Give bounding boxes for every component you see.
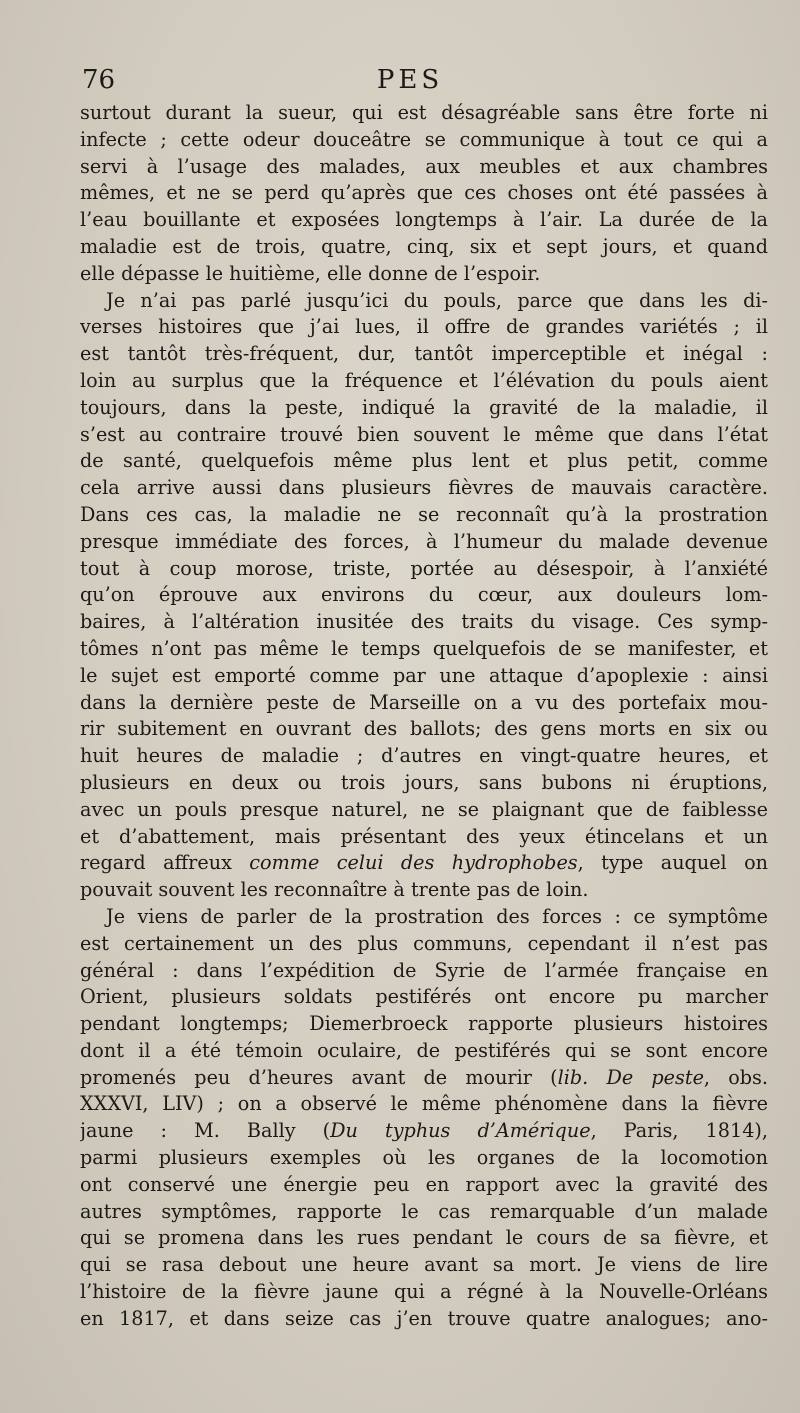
- text-fragment: , type auquel on: [577, 851, 768, 875]
- text-line: tômes n’ont pas même le temps quelquefois de se manifester, et: [80, 636, 768, 660]
- text-line: et d’abattement, mais présentant des yeux étincelans et un: [80, 824, 768, 848]
- text-line: pendant longtemps; Diemerbroeck rapporte plusieurs histoires: [80, 1012, 768, 1036]
- running-head: PES: [376, 65, 444, 95]
- text-line: servi à l’usage des malades, aux meubles et aux chambres: [80, 154, 768, 178]
- text-line: presque immédiate des forces, à l’humeur du malade devenue: [80, 529, 768, 553]
- text-line: dont il a été témoin oculaire, de pestiférés qui se sont encore: [80, 1038, 768, 1062]
- text-line: plusieurs en deux ou trois jours, sans bubons ni éruptions,: [80, 770, 768, 794]
- text-line: [80, 1065, 768, 1092]
- text-line: est certainement un des plus communs, cependant il n’est pas: [80, 931, 768, 955]
- text-line: Je viens de parler de la prostration des forces : ce symptôme: [106, 904, 768, 928]
- text-line: autres symptômes, rapporte le cas remarquable d’un malade: [80, 1199, 768, 1223]
- text-line: s’est au contraire trouvé bien souvent le même que dans l’état: [80, 422, 768, 446]
- text-line: infecte ; cette odeur douceâtre se communique à tout ce qui a: [80, 127, 768, 151]
- text-line: en 1817, et dans seize cas j’en trouve quatre analogues; ano-: [80, 1306, 768, 1330]
- text-line: [80, 1118, 768, 1145]
- text-line: [80, 850, 768, 877]
- text-fragment: jaune : M. Bally (: [80, 1119, 331, 1143]
- text-line: de santé, quelquefois même plus lent et plus petit, comme: [80, 449, 768, 473]
- text-line: rir subitement en ouvrant des ballots; des gens morts en six ou: [80, 717, 768, 741]
- text-line: surtout durant la sueur, qui est désagréable sans être forte ni: [80, 101, 768, 124]
- body-text: [80, 100, 768, 1333]
- text-line: Je n’ai pas parlé jusqu’ici du pouls, parce que dans les di-: [106, 288, 768, 312]
- text-line: loin au surplus que la fréquence et l’élévation du pouls aient: [80, 368, 768, 392]
- text-line: mêmes, et ne se perd qu’après que ces choses ont été passées à: [80, 181, 768, 205]
- text-line: baires, à l’altération inusitée des traits du visage. Ces symp-: [80, 610, 768, 634]
- text-line: cela arrive aussi dans plusieurs fièvres de mauvais caractère.: [80, 476, 768, 500]
- text-line: maladie est de trois, quatre, cinq, six et sept jours, et quand: [80, 234, 768, 258]
- text-line: est tantôt très-fréquent, dur, tantôt imperceptible et inégal :: [80, 342, 768, 366]
- text-line: verses histoires que j’ai lues, il offre de grandes variétés ; il: [80, 315, 768, 339]
- text-line: elle dépasse le huitième, elle donne de l’espoir.: [80, 261, 541, 285]
- text-line: Dans ces cas, la maladie ne se reconnaît qu’à la prostration: [80, 502, 768, 526]
- text-line: pouvait souvent les reconnaître à trente pas de loin.: [80, 878, 589, 902]
- page-number: 76: [82, 65, 116, 95]
- italic-text: Du typhus d’Amérique: [330, 1119, 591, 1143]
- text-fragment: regard affreux: [80, 851, 250, 875]
- text-line: l’histoire de la fièvre jaune qui a régné à la Nouvelle-Orléans: [80, 1280, 768, 1304]
- text-line: l’eau bouillante et exposées longtemps à l’air. La durée de la: [80, 208, 768, 232]
- text-fragment: , obs.: [703, 1065, 768, 1089]
- text-line: Orient, plusieurs soldats pestiférés ont encore pu marcher: [80, 985, 768, 1009]
- text-line: le sujet est emporté comme par une attaque d’apoplexie : ainsi: [80, 663, 768, 687]
- text-line: parmi plusieurs exemples où les organes de la locomotion: [80, 1146, 768, 1170]
- italic-text: comme celui des hydrophobes: [249, 851, 578, 875]
- text-line: huit heures de maladie ; d’autres en vingt-quatre heures, et: [80, 744, 768, 768]
- page-header: [80, 60, 740, 100]
- text-line: tout à coup morose, triste, portée au désespoir, à l’anxiété: [80, 556, 768, 580]
- text-fragment: , Paris, 1814),: [590, 1119, 768, 1143]
- text-line: qui se rasa debout une heure avant sa mort. Je viens de lire: [80, 1253, 768, 1277]
- text-line: qu’on éprouve aux environs du cœur, aux douleurs lom-: [80, 583, 768, 607]
- italic-text: lib. De peste: [557, 1065, 704, 1089]
- text-line: toujours, dans la peste, indiqué la gravité de la maladie, il: [80, 395, 768, 419]
- text-line: général : dans l’expédition de Syrie de l’armée française en: [80, 958, 768, 982]
- text-line: XXXVI, LIV) ; on a observé le même phénomène dans la fièvre: [80, 1092, 768, 1116]
- text-line: ont conservé une énergie peu en rapport avec la gravité des: [80, 1172, 768, 1196]
- text-line: avec un pouls presque naturel, ne se plaignant que de faiblesse: [80, 797, 768, 821]
- text-line: dans la dernière peste de Marseille on a vu des portefaix mou-: [80, 690, 768, 714]
- text-fragment: promenés peu d’heures avant de mourir (: [80, 1065, 558, 1089]
- text-line: qui se promena dans les rues pendant le cours de sa fièvre, et: [80, 1226, 768, 1250]
